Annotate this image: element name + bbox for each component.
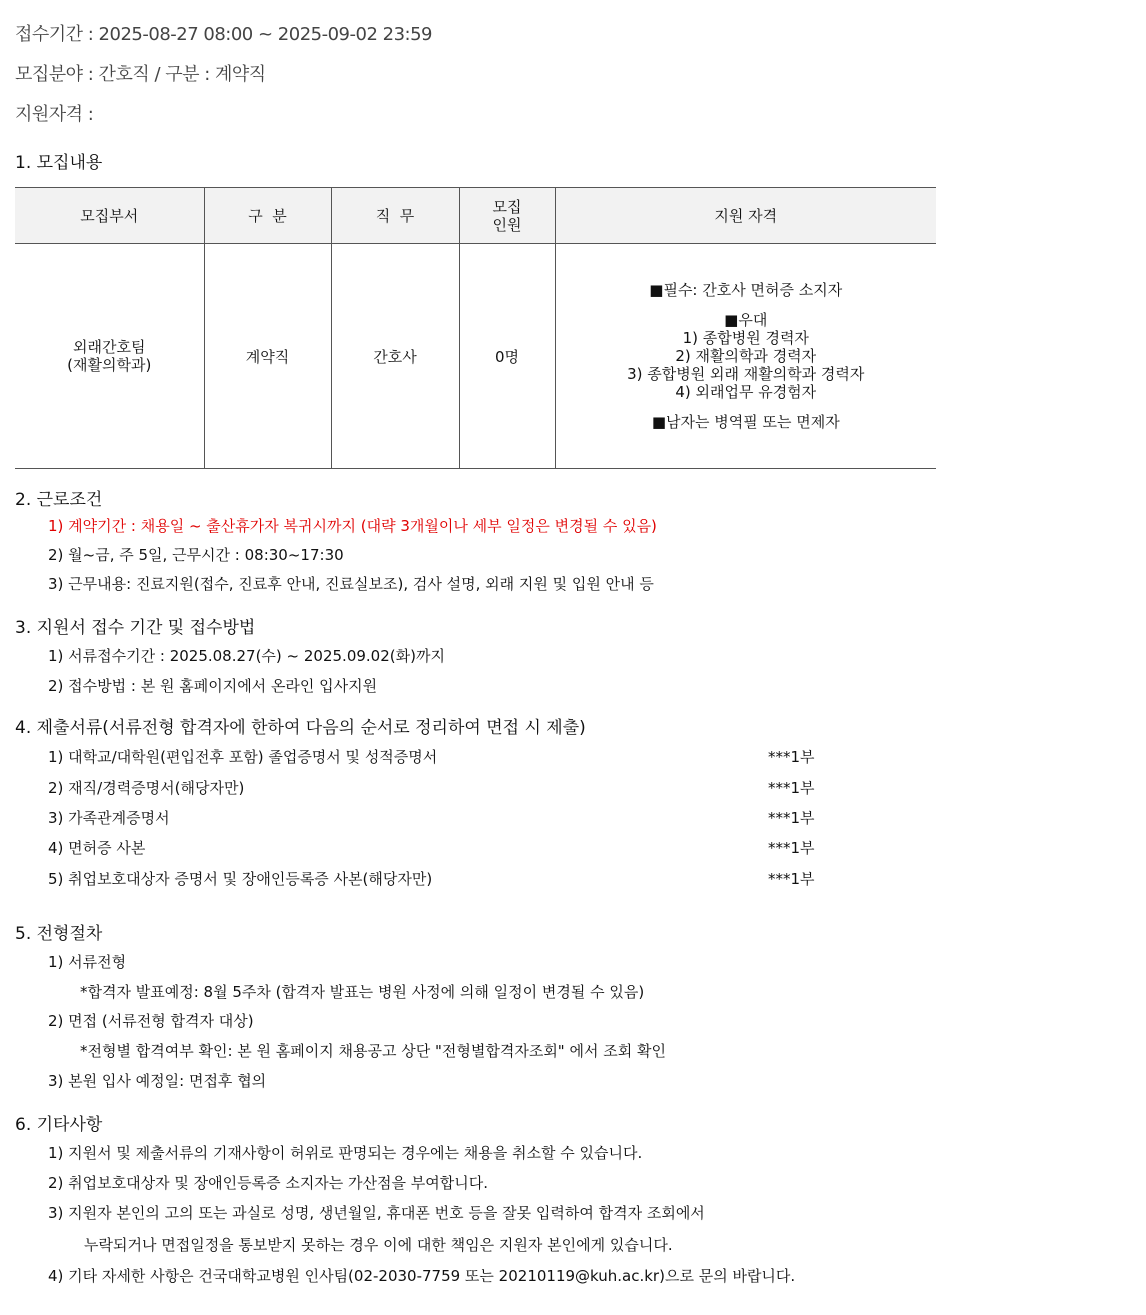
notice-item-3: 3) 지원자 본인의 고의 또는 과실로 성명, 생년월일, 휴대폰 번호 등을 잘못 입력하여 합격자 조회에서 (48, 1204, 705, 1222)
selection-step-3: 3) 본원 입사 예정일: 면접후 협의 (48, 1072, 267, 1090)
document-count-3: ***1부 (768, 809, 815, 827)
section-1-title: 1. 모집내용 (15, 153, 103, 173)
count-cell: 0명 (459, 244, 555, 469)
qual-required: ■필수: 간호사 면허증 소지자 (649, 281, 843, 299)
document-count-5: ***1부 (768, 870, 815, 888)
dept-cell (15, 244, 204, 469)
document-item-3: 3) 가족관계증명서 (48, 809, 170, 827)
qual-pref-4: 4) 외래업무 유경험자 (675, 383, 817, 401)
notice-item-2: 2) 취업보호대상자 및 장애인등록증 소지자는 가산점을 부여합니다. (48, 1174, 489, 1192)
selection-step-1: 1) 서류전형 (48, 953, 127, 971)
field-text: 모집분야 : 간호직 / 구분 : 계약직 (15, 64, 266, 85)
document-count-1: ***1부 (768, 748, 815, 766)
period-text: 접수기간 : 2025-08-27 08:00 ~ 2025-09-02 23:59 (15, 24, 432, 45)
document-item-4: 4) 면허증 사본 (48, 839, 146, 857)
notice-item-1: 1) 지원서 및 제출서류의 기재사항이 허위로 판명되는 경우에는 채용을 취소할 수 있습니다. (48, 1144, 643, 1162)
notice-item-3-cont: 누락되거나 면접일정을 통보받지 못하는 경우 이에 대한 책임은 지원자 본인에게 있습니다. (84, 1236, 673, 1254)
header-count (459, 188, 555, 244)
notice-item-4: 4) 기타 자세한 사항은 건국대학교병원 인사팀(02-2030-7759 또는 20210119@kuh.ac.kr)으로 문의 바랍니다. (48, 1267, 796, 1285)
work-condition-2: 2) 월~금, 주 5일, 근무시간 : 08:30~17:30 (48, 546, 344, 564)
qual-pref-3: 3) 종합병원 외래 재활의학과 경력자 (627, 365, 865, 383)
header-count-line1: 모집 (492, 197, 522, 216)
header-job: 직 무 (331, 188, 459, 244)
document-item-2: 2) 재직/경력증명서(해당자만) (48, 779, 245, 797)
section-2-title: 2. 근로조건 (15, 490, 103, 510)
table-row (15, 244, 936, 469)
qual-pref-2: 2) 재활의학과 경력자 (675, 347, 817, 365)
dept-name: 외래간호팀 (73, 338, 146, 356)
application-period: 1) 서류접수기간 : 2025.08.27(수) ~ 2025.09.02(화)까지 (48, 647, 445, 665)
table-header-row (15, 188, 936, 244)
header-count-line2: 인원 (492, 215, 522, 234)
selection-step-2: 2) 면접 (서류전형 합격자 대상) (48, 1012, 254, 1030)
type-cell: 계약직 (204, 244, 331, 469)
header-type: 구 분 (204, 188, 331, 244)
section-3-title: 3. 지원서 접수 기간 및 접수방법 (15, 618, 256, 638)
qual-preferred: ■우대 (724, 311, 768, 329)
section-4-title: 4. 제출서류(서류전형 합격자에 한하여 다음의 순서로 정리하여 면접 시 제출) (15, 718, 586, 738)
work-condition-1: 1) 계약기간 : 채용일 ~ 출산휴가자 복귀시까지 (대략 3개월이나 세부 일정은 변경될 수 있음) (48, 517, 657, 535)
document-item-1: 1) 대학교/대학원(편입전후 포함) 졸업증명서 및 성적증명서 (48, 748, 438, 766)
section-6-title: 6. 기타사항 (15, 1115, 103, 1135)
qual-pref-1: 1) 종합병원 경력자 (682, 329, 809, 347)
selection-step-2-note: *전형별 합격여부 확인: 본 원 홈페이지 채용공고 상단 "전형별합격자조회" 에서 조회 확인 (80, 1042, 666, 1060)
document-count-2: ***1부 (768, 779, 815, 797)
qualification-label: 지원자격 : (15, 104, 94, 125)
document-item-5: 5) 취업보호대상자 증명서 및 장애인등록증 사본(해당자만) (48, 870, 433, 888)
qual-military: ■남자는 병역필 또는 면제자 (651, 413, 840, 431)
document-count-4: ***1부 (768, 839, 815, 857)
header-dept: 모집부서 (15, 188, 204, 244)
qualification-cell (555, 244, 936, 469)
application-method: 2) 접수방법 : 본 원 홈페이지에서 온라인 입사지원 (48, 677, 378, 695)
header-qualification: 지원 자격 (555, 188, 936, 244)
selection-step-1-note: *합격자 발표예정: 8월 5주차 (합격자 발표는 병원 사정에 의해 일정이 변경될 수 있음) (80, 983, 645, 1001)
section-5-title: 5. 전형절차 (15, 924, 103, 944)
job-cell: 간호사 (331, 244, 459, 469)
recruit-table (15, 187, 936, 469)
dept-subname: (재활의학과) (67, 356, 152, 374)
work-condition-3: 3) 근무내용: 진료지원(접수, 진료후 안내, 진료실보조), 검사 설명, 외래 지원 및 입원 안내 등 (48, 575, 654, 593)
